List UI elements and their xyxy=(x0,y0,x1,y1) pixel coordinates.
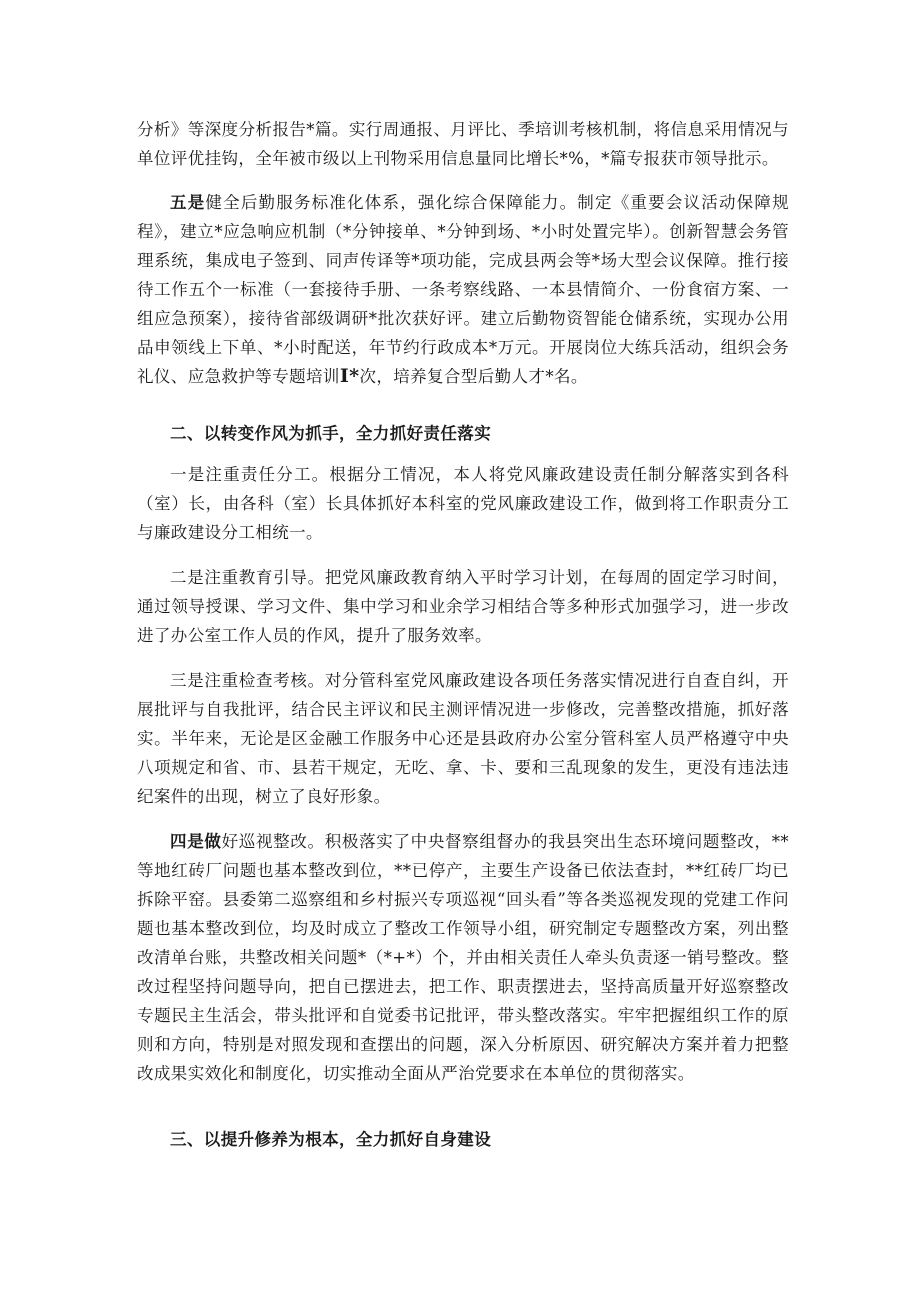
paragraph-four xyxy=(137,827,789,1088)
ocr-mark: I* xyxy=(339,365,360,387)
paragraph-text: 二是注重教育引导。把党风廉政教育纳入平时学习计划，在每周的固定学习时间，通过领导授课、学习文件、集中学习和业余学习相结合等多种形式加强学习，进一步改进了办公室工作人员的作风，提升了服务效率。 xyxy=(137,568,789,645)
paragraph-text: 三是注重检查考核。对分管科室党风廉政建设各项任务落实情况进行自查自纠，开展批评与自我批评，结合民主评议和民主测评情况进一步修改，完善整改措施，抓好落实。半年来，无论是区金融工作服务中心还是县政府办公室分管科室人员严格遵守中央八项规定和省、市、县若干规定，无吃、拿、卡、要和三乱现象的发生，更没有违法违纪案件的出现，树立了良好形象。 xyxy=(137,671,789,806)
paragraph-one xyxy=(137,460,789,547)
paragraph-three xyxy=(137,666,789,811)
paragraph-body: 健全后勤服务标准化体系，强化综合保障能力。制定《重要会议活动保障规程》，建立*应急响应机制（*分钟接单、*分钟到场、*小时处置完毕）。创新智慧会务管理系统，集成电子签到、同声传译等*项功能，完成县两会等*场大型会议保障。推行接待工作五个一标准（一套接待手册、一条考察线路、一本县情简介、一份食宿方案、一组应急预案），接待省部级调研*批次获好评。建立后勤物资智能仓储系统，实现办公用品申领线上下单、*小时配送，年节约行政成本*万元。开展岗位大练兵活动，组织会务礼仪、应急救护等专题培训 xyxy=(137,193,789,386)
paragraph-lead: 五是 xyxy=(170,193,206,212)
paragraph-continuation xyxy=(137,115,789,173)
paragraph-body-end: 次，培养复合型后勤人才*名。 xyxy=(359,367,588,386)
paragraph-text: 分析》等深度分析报告*篇。实行周通报、月评比、季培训考核机制，将信息采用情况与单位评优挂钩，全年被市级以上刊物采用信息量同比增长*%，*篇专报获市领导批示。 xyxy=(137,120,789,168)
paragraph-two xyxy=(137,563,789,650)
paragraph-text: 一是注重责任分工。根据分工情况，本人将党风廉政建设责任制分解落实到各科（室）长，由各科（室）长具体抓好本科室的党风廉政建设工作，做到将工作职责分工与廉政建设分工相统一。 xyxy=(137,465,789,542)
paragraph-five xyxy=(137,188,789,391)
paragraph-body: 好巡视整改。积极落实了中央督察组督办的我县突出生态环境问题整改，**等地红砖厂问题也基本整改到位，**已停产，主要生产设备已依法查封，**红砖厂均已拆除平窑。县委第二巡察组和乡村振兴专项巡视“回头看”等各类巡视发现的党建工作问题也基本整改到位，均及时成立了整改工作领导小组，研究制定专题整改方案，列出整改清单台账，共整改相关问题*（*+*）个，并由相关责任人牵头负责逐一销号整改。整改过程坚持问题导向，把自已摆进去，把工作、职责摆进去，坚持高质量开好巡察整改专题民主生活会，带头批评和自觉委书记批评，带头整改落实。牢牢把握组织工作的原则和方向，特别是对照发现和查摆出的问题，深入分析原因、研究解决方案并着力把整改成果实效化和制度化，切实推动全面从严治党要求在本单位的贯彻落实。 xyxy=(137,832,789,1083)
section-heading-two xyxy=(137,419,789,448)
heading-text: 三、以提升修养为根本，全力抓好自身建设 xyxy=(170,1130,492,1149)
heading-text: 二、以转变作风为抓手，全力抓好责任落实 xyxy=(170,424,492,443)
section-heading-three xyxy=(137,1125,789,1154)
paragraph-lead: 四是做 xyxy=(170,832,222,851)
